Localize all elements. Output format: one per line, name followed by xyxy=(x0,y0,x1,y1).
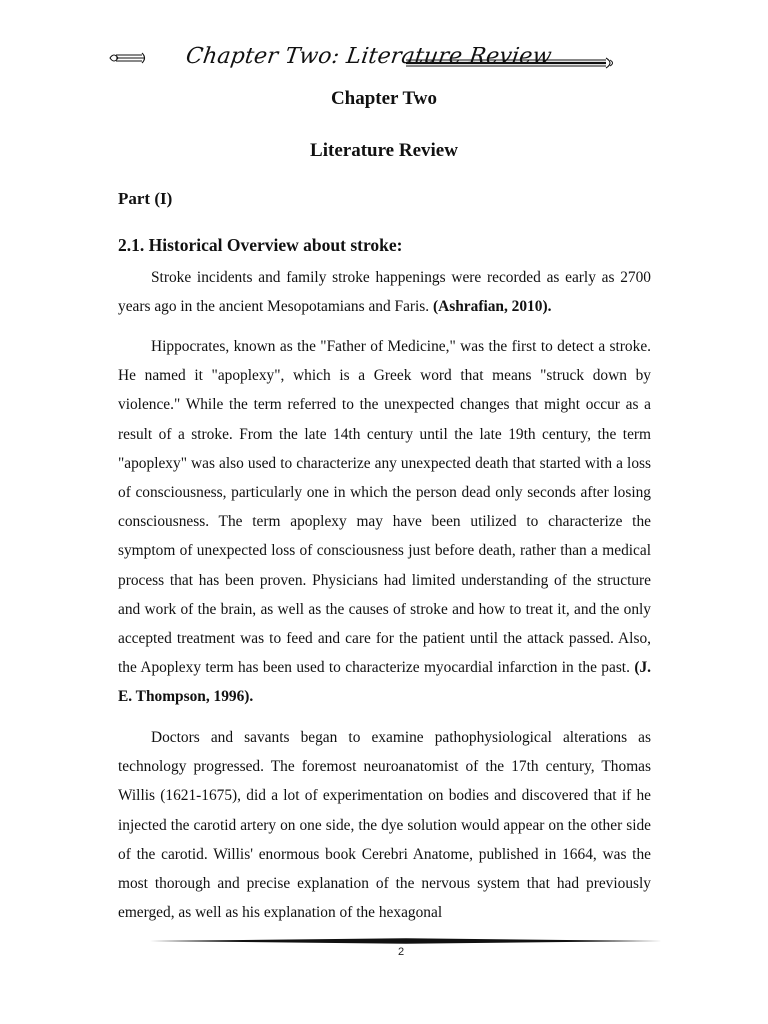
page-number: 2 xyxy=(397,946,405,958)
paragraph-2-text: Hippocrates, known as the "Father of Medicine," was the first to detect a stroke. He named it "apoplexy", which is a Greek word that means "struck down by violence." While the term referred to the unexpected changes that might occur as a result of a stroke. From the late 14th century until the late 19th century, the term "apoplexy" was also used to characterize any unexpected death that started with a loss of consciousness, particularly one in which the person dead only seconds after losing consciousness. The term apoplexy may have been utilized to characterize the symptom of unexpected loss of consciousness just before death, rather than a medical process that has been proven. Physicians had limited understanding of the structure and work of the brain, as well as the causes of stroke and how to treat it, and the only accepted treatment was to feed and care for the patient until the attack passed. Also, the Apoplexy term has been used to characterize myocardial infarction in the past. xyxy=(118,338,651,677)
running-title: Chapter Two: Literature Review xyxy=(184,44,554,69)
paragraph-2 xyxy=(118,332,651,712)
part-heading: Part (I) xyxy=(118,189,173,208)
paragraph-1-text: Stroke incidents and family stroke happenings were recorded as early as 2700 years ago in the ancient Mesopotamians and Faris. xyxy=(118,269,651,316)
tapered-rule-icon xyxy=(150,936,662,946)
paragraph-3 xyxy=(118,723,651,927)
paragraph-1 xyxy=(118,263,651,321)
citation-thompson: (J. E. Thompson, 1996). xyxy=(118,659,651,706)
chapter-title: Literature Review xyxy=(310,140,458,161)
citation-ashrafian: (Ashrafian, 2010). xyxy=(433,298,552,316)
running-header xyxy=(106,38,620,78)
section-heading: 2.1. Historical Overview about stroke: xyxy=(118,235,403,255)
paragraph-3-text: Doctors and savants began to examine pathophysiological alterations as technology progressed. The foremost neuroanatomist of the 17th century, Thomas Willis (1621-1675), did a lot of experimentation on bodies and discovered that if he injected the carotid artery on one side, the dye solution would appear on the other side of the carotid. Willis' enormous book Cerebri Anatome, published in 1664, was the most thorough and precise explanation of the nervous system that had previously emerged, as well as his explanation of the hexagonal xyxy=(118,729,651,922)
chapter-heading: Chapter Two xyxy=(330,88,438,109)
